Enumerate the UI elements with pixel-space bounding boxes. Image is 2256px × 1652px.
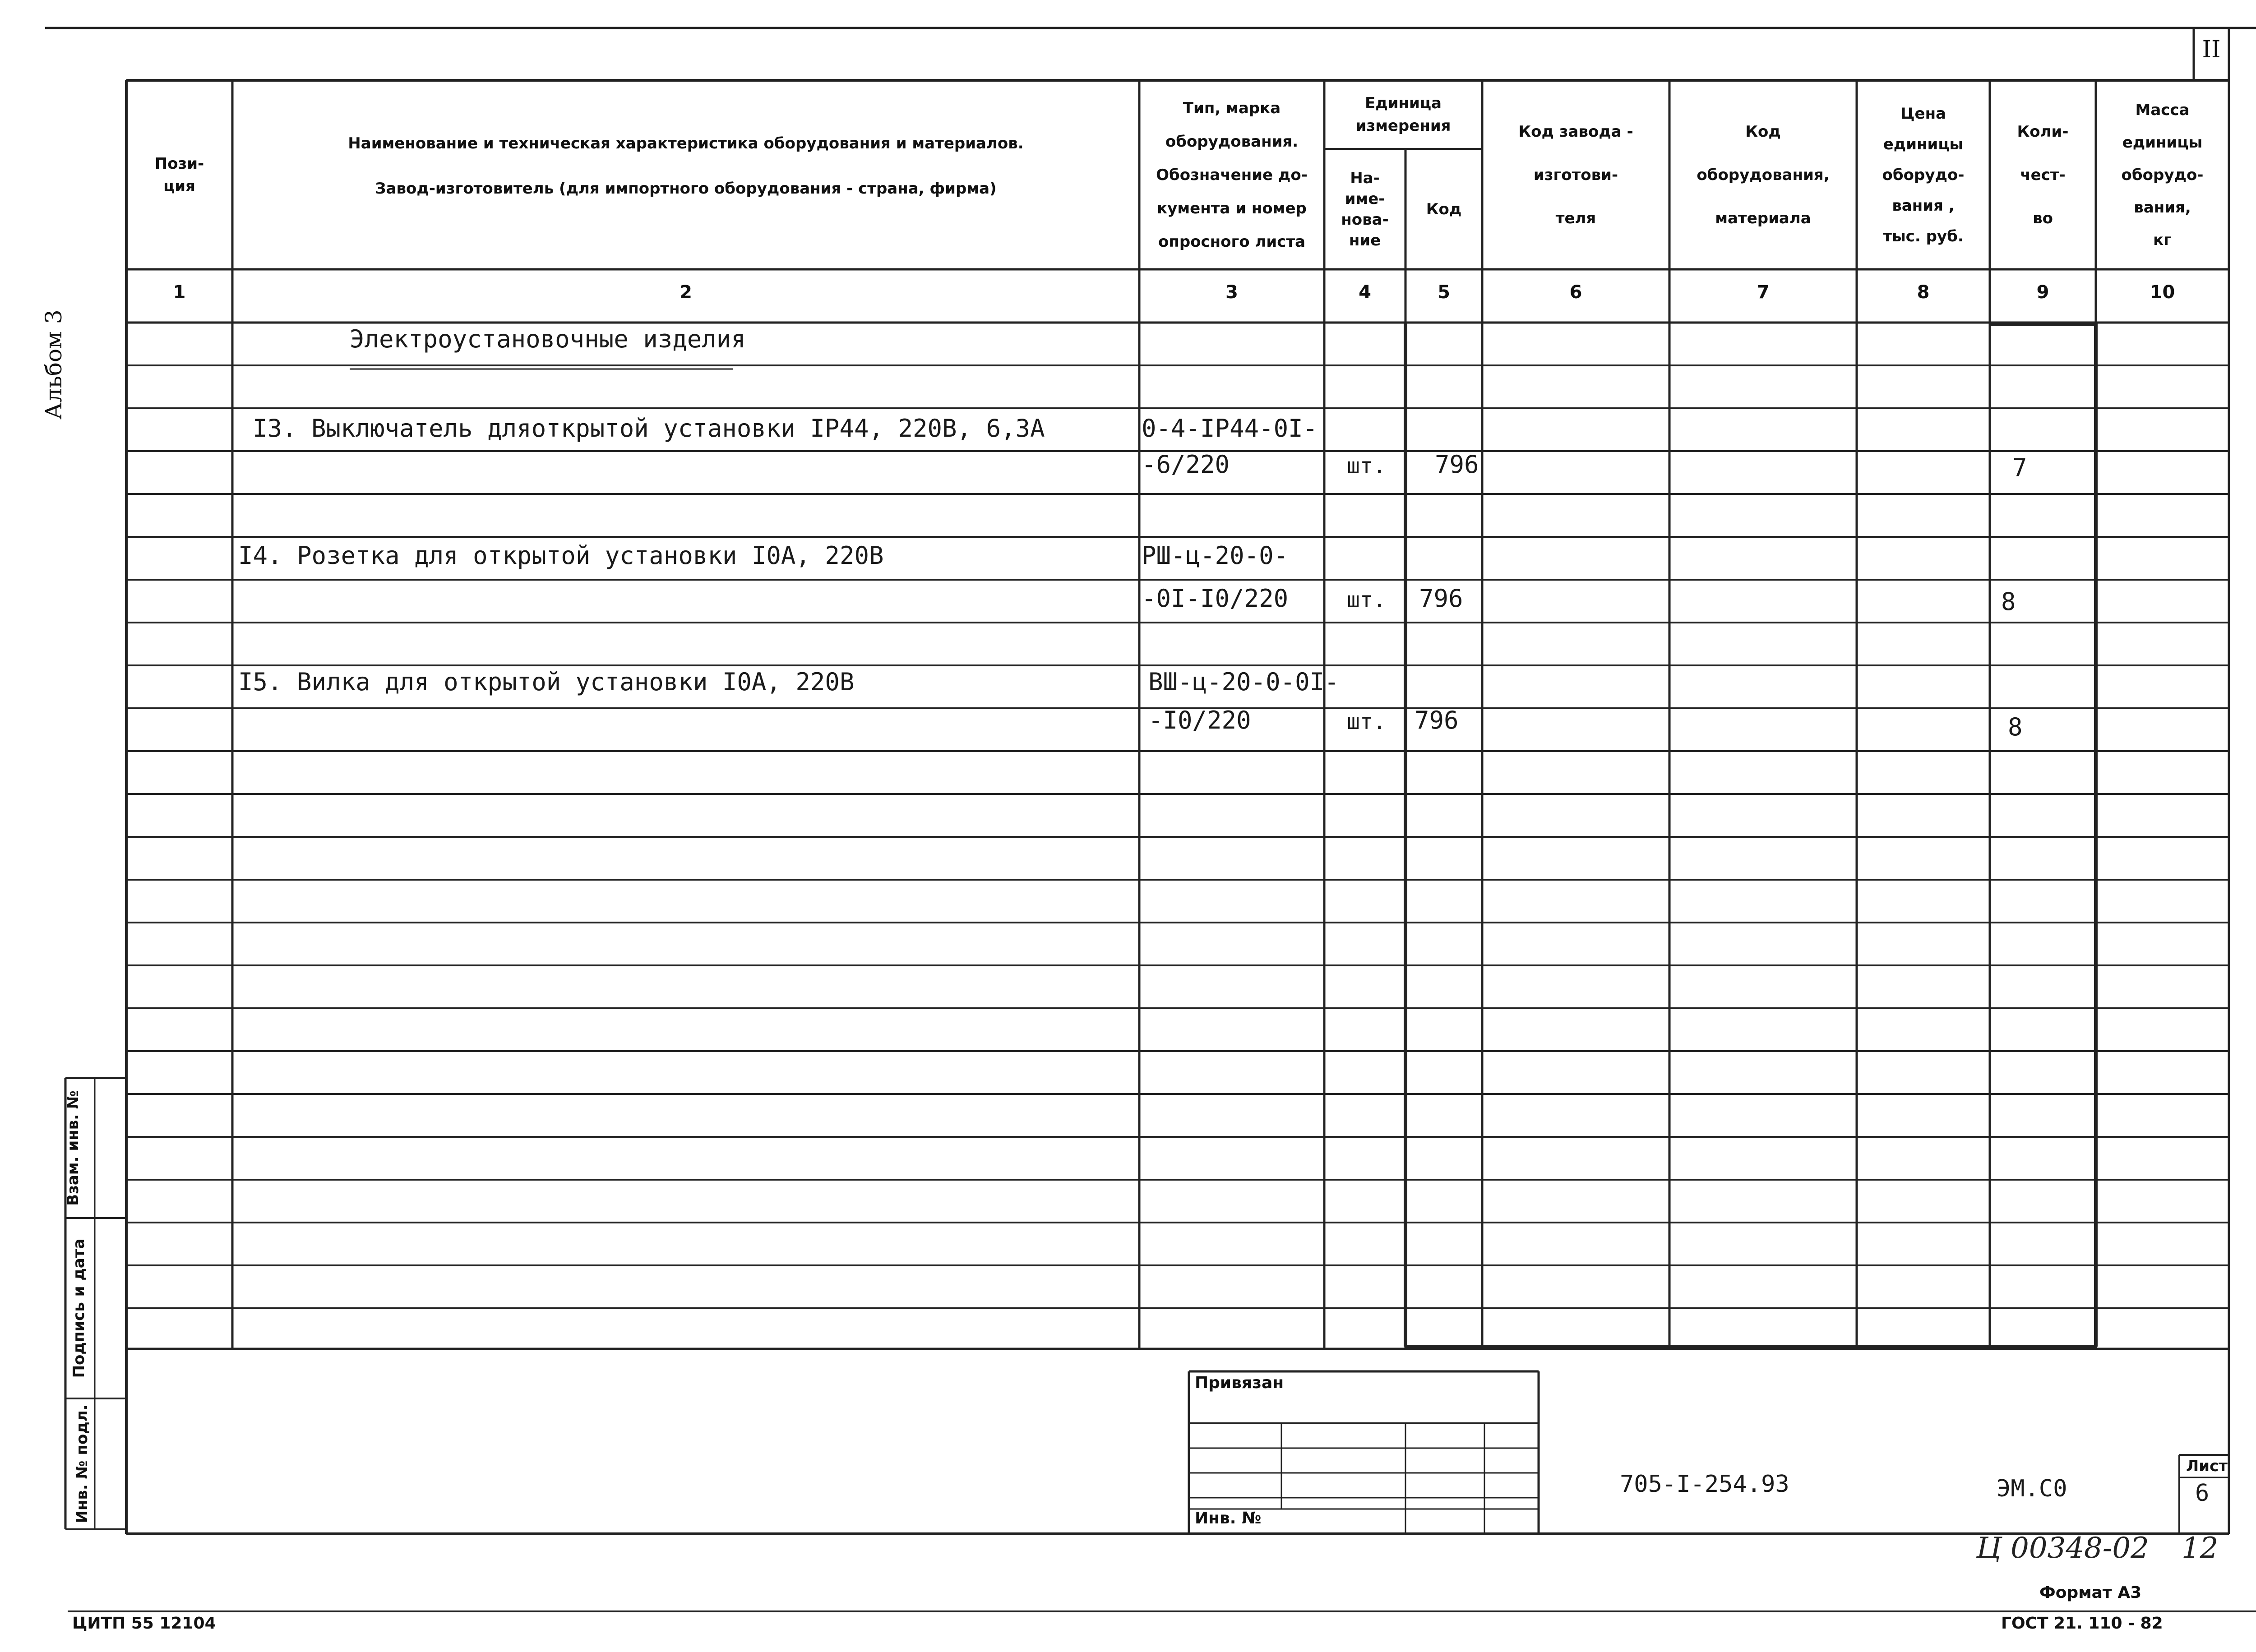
document-number: 705-I-254.93: [1620, 1471, 1789, 1498]
header-position: Пози- ция: [154, 154, 204, 195]
stamp-vzam-inv: Взам. инв. №: [64, 1090, 82, 1206]
item-unit-code: 796: [1435, 450, 1479, 479]
stamp-inv-podl: Инв. № подл.: [73, 1404, 91, 1523]
header-equipment-code: Код оборудования, материала: [1697, 122, 1830, 227]
stamp-signature-date: Подпись и дата: [70, 1238, 88, 1378]
header-unit-group: Единица измерения: [1355, 94, 1451, 135]
item-type-line2: -0I-I0/220: [1142, 584, 1289, 613]
item-quantity: 8: [2001, 587, 2016, 616]
handwritten-archive-number: Ц 00348-02: [1976, 1532, 2149, 1565]
header-mass: Масса единицы оборудо- вания, кг: [2121, 101, 2204, 249]
item-type-line1: 0-4-IP44-0I-: [1142, 414, 1318, 443]
item-type-line2: -6/220: [1142, 450, 1230, 479]
column-number: 8: [1917, 282, 1930, 303]
gost-label: ГОСТ 21. 110 - 82: [2001, 1614, 2163, 1633]
item-type-line2: -I0/220: [1148, 706, 1251, 734]
column-number: 3: [1225, 282, 1238, 303]
item-unit: шт.: [1347, 453, 1386, 479]
column-number: 2: [680, 282, 692, 303]
header-unit-name: На- име- нова- ние: [1341, 169, 1389, 249]
column-number: 9: [2036, 282, 2049, 303]
item-unit: шт.: [1347, 587, 1386, 613]
item-name: I4. Розетка для открытой установки I0А, 220В: [238, 541, 884, 570]
header-type: Тип, марка оборудования. Обозначение до- кумента и номер опросного листа: [1156, 99, 1308, 251]
column-number: 6: [1569, 282, 1582, 303]
item-type-line1: ВШ-ц-20-0-0I-: [1148, 668, 1339, 696]
item-unit-code: 796: [1419, 584, 1463, 613]
item-unit: шт.: [1347, 709, 1386, 734]
document-code: ЭМ.С0: [1997, 1475, 2067, 1502]
header-quantity: Коли- чест- во: [2017, 122, 2069, 227]
column-number: 1: [173, 282, 186, 303]
column-number: 7: [1757, 282, 1770, 303]
header-name: Наименование и техническая характеристика оборудования и материалов. Завод-изготовитель (для импортного оборудования - страна, фирма): [348, 134, 1024, 198]
album-label: Альбом 3: [41, 309, 67, 420]
handwritten-page-number: 12: [2182, 1532, 2219, 1565]
column-number: 5: [1438, 282, 1450, 303]
sheet-number-top: II: [2202, 36, 2221, 63]
sheet-label: Лист: [2186, 1457, 2228, 1475]
item-unit-code: 796: [1415, 706, 1459, 734]
column-number: 10: [2150, 282, 2175, 303]
ctip-label: ЦИТП 55 12104: [72, 1614, 216, 1633]
item-name: I3. Выключатель дляоткрытой установки IP44, 220В, 6,3А: [253, 414, 1045, 443]
format-label: Формат А3: [2039, 1583, 2142, 1602]
item-quantity: 8: [2008, 713, 2023, 741]
item-type-line1: РШ-ц-20-0-: [1142, 541, 1289, 570]
inv-no-label: Инв. №: [1195, 1509, 1262, 1527]
column-number: 4: [1359, 282, 1371, 303]
item-name: I5. Вилка для открытой установки I0А, 220В: [238, 668, 855, 696]
privyazan-label: Привязан: [1195, 1374, 1284, 1392]
header-unit-code: Код: [1426, 200, 1462, 218]
sheet-value: 6: [2195, 1480, 2210, 1507]
header-factory-code: Код завода - изготови- теля: [1518, 122, 1633, 227]
item-quantity: 7: [2012, 453, 2027, 482]
section-title: Электроустановочные изделия: [350, 325, 746, 353]
header-price: Цена единицы оборудо- вания , тыс. руб.: [1882, 104, 1965, 245]
